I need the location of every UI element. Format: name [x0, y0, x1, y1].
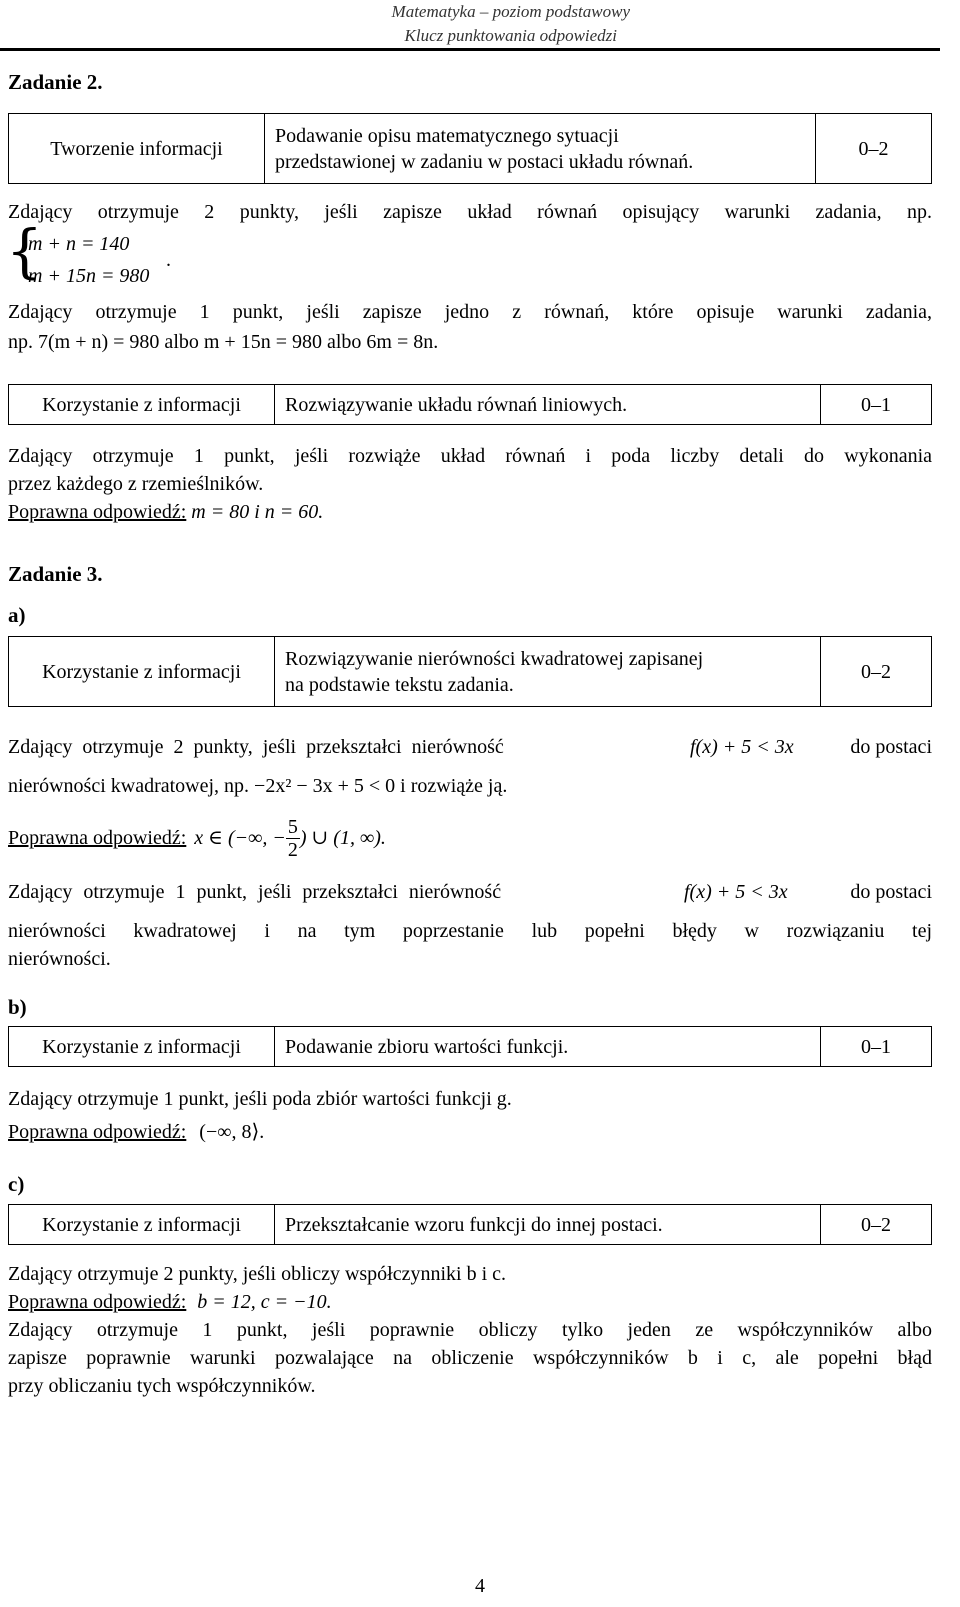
task-3c-one-point-line-2: zapisze poprawnie warunki pozwalające na obliczenie współczynników b i c, ale popełni błąd	[8, 1347, 932, 1369]
equation-system-brace: {	[6, 217, 43, 285]
answer-value: m = 80 i n = 60.	[191, 501, 324, 523]
task-3c-answer	[8, 1288, 332, 1316]
inequality: f(x) + 5 < 3x	[684, 881, 788, 903]
task-2-one-point-line-1: Zdający otrzymuje 1 punkt, jeśli zapisze jedno z równań, które opisuje warunki zadania,	[8, 301, 932, 323]
equation-2: m + 15n = 980	[28, 265, 150, 287]
task-3a-one-point-line-1	[8, 878, 932, 906]
criteria-requirement: Przekształcanie wzoru funkcji do innej postaci.	[275, 1205, 821, 1245]
task-3c-criteria-table	[8, 1204, 932, 1245]
answer-label: Poprawna odpowiedź:	[8, 501, 187, 523]
answer-label: Poprawna odpowiedź:	[8, 827, 187, 849]
task-2-title: Zadanie 2.	[8, 70, 103, 94]
task-3c-one-point-line-3: przy obliczaniu tych współczynników.	[8, 1375, 316, 1397]
criteria-requirement: Rozwiązywanie układu równań liniowych.	[275, 385, 821, 425]
task-3a-one-point-line-3: nierówności.	[8, 948, 111, 970]
task-2-criteria-table-2	[8, 384, 932, 425]
task-3c-label: c)	[8, 1172, 25, 1196]
task-3b-criteria-table	[8, 1026, 932, 1067]
header-subtitle: Klucz punktowania odpowiedzi	[404, 26, 618, 45]
text-part: Zdający otrzymuje 2 punkty, jeśli przekształci nierówność	[8, 736, 504, 758]
criteria-requirement: Podawanie zbioru wartości funkcji.	[275, 1027, 821, 1067]
task-3a-two-points-line-1	[8, 733, 932, 761]
criteria-area: Korzystanie z informacji	[9, 1027, 275, 1067]
requirement-line-1: Podawanie opisu matematycznego sytuacji	[275, 124, 619, 147]
answer-label: Poprawna odpowiedź:	[8, 1121, 187, 1143]
task-2-solution-line-2: przez każdego z rzemieślników.	[8, 473, 264, 495]
answer-label: Poprawna odpowiedź:	[8, 1291, 187, 1313]
criteria-area: Tworzenie informacji	[9, 114, 265, 184]
text-part: do postaci	[850, 881, 932, 903]
task-2-two-points-text: Zdający otrzymuje 2 punkty, jeśli zapisze układ równań opisujący warunki zadania, np.	[8, 201, 932, 223]
task-3c-one-point-line-1: Zdający otrzymuje 1 punkt, jeśli poprawnie obliczy tylko jeden ze współczynników albo	[8, 1319, 932, 1341]
header-subject: Matematyka – poziom podstawowy	[391, 2, 630, 21]
requirement-line-1: Rozwiązywanie nierówności kwadratowej zapisanej	[285, 647, 704, 670]
equation-1: m + n = 140	[28, 233, 130, 255]
criteria-area: Korzystanie z informacji	[9, 385, 275, 425]
page-header	[392, 0, 630, 48]
requirement-line-2: przedstawionej w zadaniu w postaci układu równań.	[275, 150, 694, 173]
fraction-numerator: 5	[287, 815, 298, 838]
fraction-denominator: 2	[287, 838, 298, 861]
criteria-points: 0–1	[821, 385, 932, 425]
criteria-points: 0–2	[821, 1205, 932, 1245]
criteria-points: 0–2	[821, 637, 932, 707]
text-part: do postaci	[850, 736, 932, 758]
task-2-one-point-line-2: np. 7(m + n) = 980 albo m + 15n = 980 albo 6m = 8n.	[8, 331, 439, 353]
criteria-area: Korzystanie z informacji	[9, 637, 275, 707]
task-3a-one-point-line-2: nierówności kwadratowej i na tym poprzestanie lub popełni błędy w rozwiązaniu tej	[8, 920, 932, 942]
task-2-answer	[8, 498, 323, 526]
task-2-solution-line-1: Zdający otrzymuje 1 punkt, jeśli rozwiąże układ równań i poda liczby detali do wykonania	[8, 445, 932, 467]
criteria-requirement	[275, 637, 821, 707]
requirement-line-2: na podstawie tekstu zadania.	[285, 673, 514, 696]
answer-value: (−∞, 8⟩.	[199, 1121, 265, 1143]
header-rule	[0, 48, 940, 51]
task-3c-two-points-text: Zdający otrzymuje 2 punkty, jeśli obliczy współczynniki b i c.	[8, 1263, 507, 1285]
equation-system-dot: .	[166, 249, 171, 271]
task-3b-one-point-text: Zdający otrzymuje 1 punkt, jeśli poda zbiór wartości funkcji g.	[8, 1088, 512, 1110]
page-number: 4	[475, 1575, 485, 1597]
fraction	[286, 816, 300, 861]
inequality: f(x) + 5 < 3x	[690, 736, 794, 758]
answer-pre: x ∈ (−∞, −	[194, 827, 286, 849]
criteria-points: 0–1	[821, 1027, 932, 1067]
task-3a-label: a)	[8, 603, 26, 627]
text-part: Zdający otrzymuje 1 punkt, jeśli przekształci nierówność	[8, 881, 502, 903]
answer-value: b = 12, c = −10.	[197, 1291, 332, 1313]
criteria-area: Korzystanie z informacji	[9, 1205, 275, 1245]
task-2-criteria-table-1	[8, 113, 932, 184]
answer-post: ) ∪ (1, ∞).	[299, 827, 386, 849]
task-3a-criteria-table	[8, 636, 932, 707]
task-3a-two-points-line-2: nierówności kwadratowej, np. −2x² − 3x + 5 < 0 i rozwiąże ją.	[8, 775, 508, 797]
task-3a-answer	[8, 810, 386, 866]
criteria-requirement	[265, 114, 816, 184]
task-3b-label: b)	[8, 995, 27, 1019]
task-3-title: Zadanie 3.	[8, 562, 103, 586]
criteria-points: 0–2	[816, 114, 932, 184]
task-3b-answer	[8, 1118, 264, 1146]
